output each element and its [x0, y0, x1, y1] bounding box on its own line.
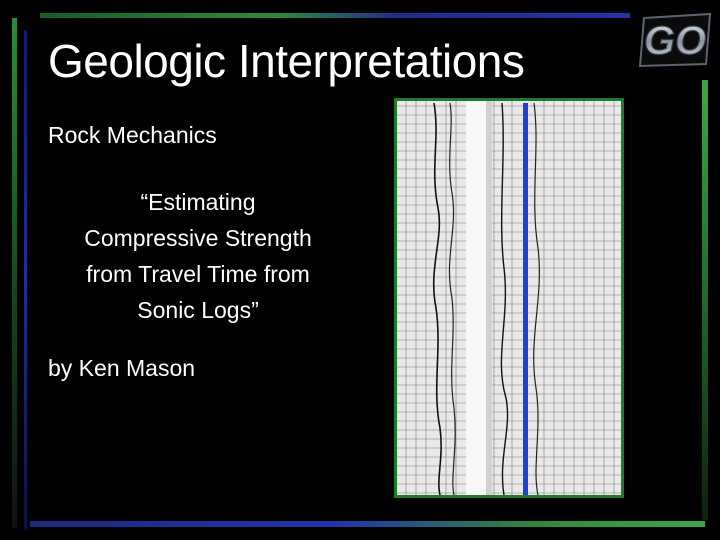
sonic-log-image: [394, 98, 624, 498]
quote-line: Sonic Logs”: [137, 297, 259, 323]
bottom-frame-line: [30, 521, 705, 527]
slide-subtitle: Rock Mechanics: [48, 122, 217, 148]
quote-block: [48, 184, 348, 328]
top-frame-line: [40, 13, 630, 18]
go-logo: [636, 8, 716, 70]
quote-line: “Estimating: [140, 189, 256, 215]
left-inner-frame-line: [24, 30, 27, 530]
quote-line: from Travel Time from: [86, 261, 310, 287]
svg-text:GO: GO: [643, 19, 707, 63]
right-frame-line: [702, 80, 708, 520]
slide-title: Geologic Interpretations: [48, 35, 525, 87]
author-line: by Ken Mason: [48, 355, 196, 381]
left-frame-line: [12, 18, 17, 528]
quote-line: Compressive Strength: [84, 225, 312, 251]
